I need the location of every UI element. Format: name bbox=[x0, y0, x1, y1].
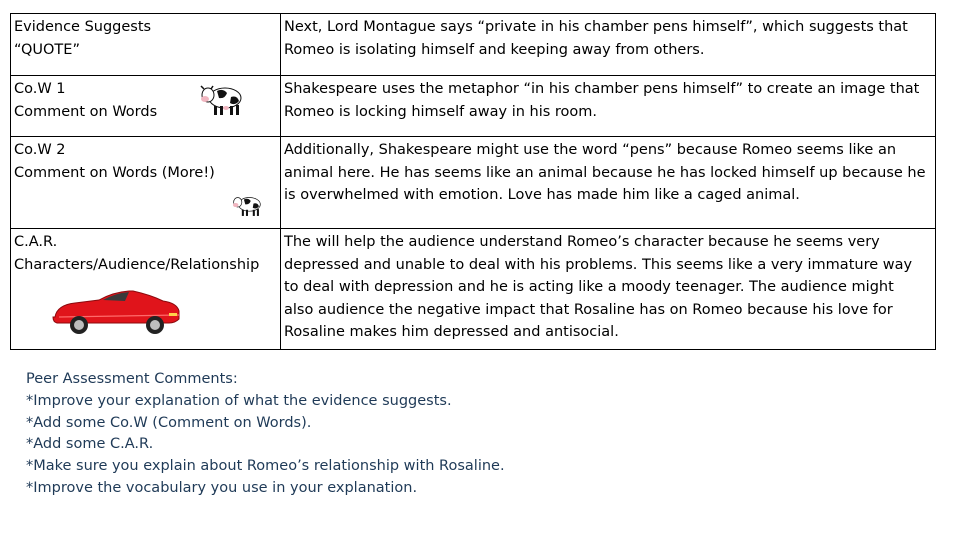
red-car-icon bbox=[51, 287, 183, 335]
row-text-line: Shakespeare uses the metaphor “in his chamber pens himself” to create an image that bbox=[284, 81, 920, 97]
row-label-line: Comment on Words bbox=[14, 103, 158, 120]
row-label-line: C.A.R. bbox=[14, 234, 58, 250]
row-text-line: Rosaline makes him depressed and antisocial. bbox=[284, 324, 619, 340]
row-text-line: Romeo is isolating himself and keeping away from others. bbox=[284, 41, 705, 58]
cow-icon bbox=[199, 80, 247, 118]
row-label-line: Characters/Audience/Relationship bbox=[14, 256, 260, 273]
row-label-cell bbox=[11, 14, 281, 76]
row-label-line: Comment on Words (More!) bbox=[14, 164, 215, 181]
row-text-cell bbox=[281, 229, 936, 350]
table-row bbox=[11, 14, 936, 76]
table-row bbox=[11, 229, 936, 350]
peer-comment: *Make sure you explain about Romeo’s relationship with Rosaline. bbox=[26, 458, 505, 475]
row-label-line: Co.W 1 bbox=[14, 81, 66, 97]
cow-icon bbox=[231, 192, 265, 218]
row-text-line: Next, Lord Montague says “private in his chamber pens himself”, which suggests that bbox=[284, 19, 908, 35]
row-label-line: “QUOTE” bbox=[14, 41, 80, 58]
row-text-line: The will help the audience understand Romeo’s character because he seems very bbox=[284, 234, 880, 250]
row-text-line: Additionally, Shakespeare might use the word “pens” because Romeo seems like an bbox=[284, 142, 897, 158]
peer-comment: *Improve the vocabulary you use in your explanation. bbox=[26, 479, 418, 496]
table-row bbox=[11, 76, 936, 137]
peer-comment: *Add some Co.W (Comment on Words). bbox=[26, 414, 312, 431]
table-row bbox=[11, 137, 936, 229]
row-text-line: also audience the negative impact that Rosaline has on Romeo because his love for bbox=[284, 301, 893, 318]
row-text-line: Romeo is locking himself away in his room. bbox=[284, 103, 598, 120]
row-text-line: to deal with depression and he is acting like a moody teenager. The audience might bbox=[284, 279, 894, 295]
row-label-line: Evidence Suggests bbox=[14, 19, 152, 35]
row-text-cell bbox=[281, 137, 936, 229]
row-label-cell bbox=[11, 137, 281, 229]
row-label-line: Co.W 2 bbox=[14, 142, 66, 158]
peer-title: Peer Assessment Comments: bbox=[26, 371, 238, 387]
evidence-table bbox=[10, 13, 936, 350]
row-text-line: depressed and unable to deal with his problems. This seems like a very immature way bbox=[284, 256, 913, 273]
row-text-line: animal here. He has seems like an animal because he has locked himself up because he bbox=[284, 164, 926, 181]
peer-comment: *Add some C.A.R. bbox=[26, 436, 154, 453]
row-text-cell bbox=[281, 76, 936, 137]
row-text-cell bbox=[281, 14, 936, 76]
row-text-line: is overwhelmed with emotion. Love has made him like a caged animal. bbox=[284, 187, 800, 203]
row-label-cell bbox=[11, 76, 281, 137]
peer-comment: *Improve your explanation of what the evidence suggests. bbox=[26, 392, 452, 409]
row-label-cell bbox=[11, 229, 281, 350]
peer-assessment-comments bbox=[26, 369, 505, 500]
